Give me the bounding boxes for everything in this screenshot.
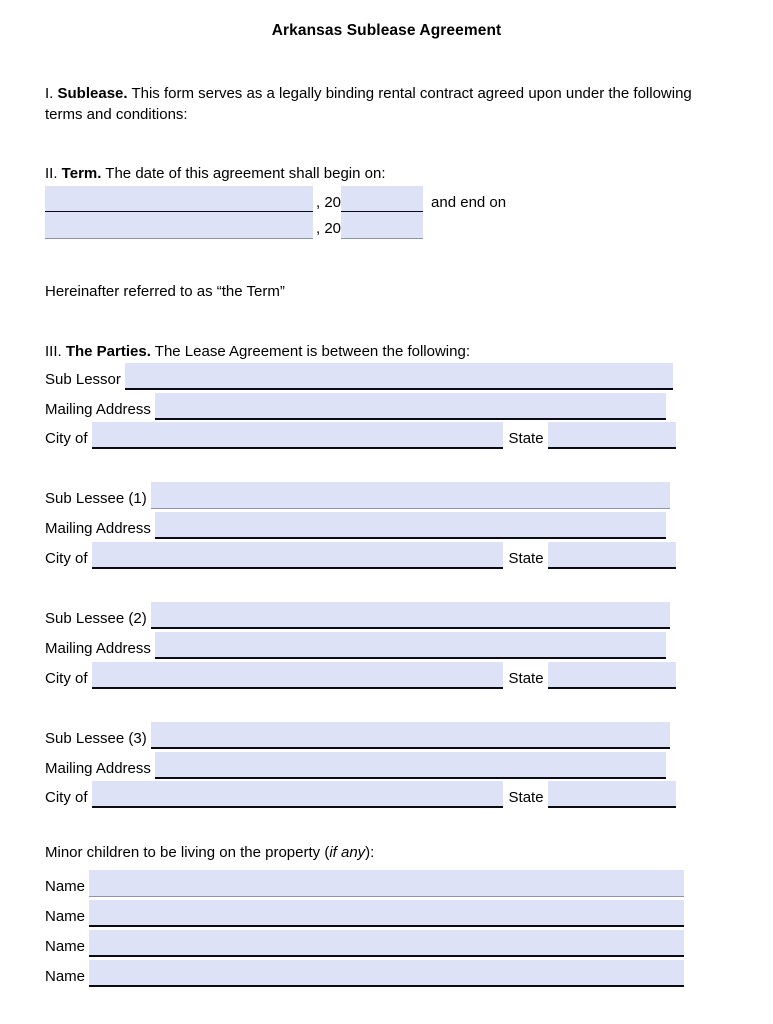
sub-lessee-2-mailing-address-label: Mailing Address (45, 639, 155, 659)
sub-lessee-1-city-field[interactable] (92, 542, 503, 569)
section-sublease-body: This form serves as a legally binding rental contract agreed upon under the following terms and conditions: (45, 85, 692, 123)
section-sublease-numeral: I. (45, 85, 58, 102)
term-end-year-prefix: , 20 (313, 219, 341, 239)
sub-lessee-2-state-label: State (503, 669, 548, 689)
sub-lessor-address-row (45, 392, 666, 420)
sub-lessor-mailing-address-label: Mailing Address (45, 400, 155, 420)
sub-lessee-2-label: Sub Lessee (2) (45, 609, 151, 629)
sub-lessee-3-address-row (45, 751, 666, 779)
minor-children-intro-italic: if any (329, 844, 366, 861)
term-connector-label: and end on (423, 193, 506, 213)
sub-lessee-1-state-label: State (503, 549, 548, 569)
sub-lessor-label: Sub Lessor (45, 370, 125, 390)
sub-lessee-3-address-field[interactable] (155, 752, 666, 779)
minor-name-row-1 (45, 869, 684, 897)
minor-name-field-4[interactable] (89, 960, 684, 987)
term-end-row (45, 211, 423, 239)
sub-lessee-1-name-row (45, 481, 670, 509)
section-term-paragraph (45, 163, 705, 184)
sub-lessor-address-field[interactable] (155, 393, 666, 420)
sub-lessee-3-name-field[interactable] (151, 722, 670, 749)
term-start-row (45, 185, 506, 213)
section-sublease-heading: Sublease. (57, 85, 128, 102)
sub-lessee-2-city-label: City of (45, 669, 92, 689)
sub-lessee-3-city-label: City of (45, 788, 92, 808)
sub-lessee-3-city-state-row (45, 780, 676, 808)
minor-name-row-4 (45, 959, 684, 987)
section-term-heading: Term. (61, 165, 102, 182)
minor-name-field-2[interactable] (89, 900, 684, 927)
sub-lessor-state-label: State (503, 429, 548, 449)
minor-name-row-2 (45, 899, 684, 927)
sub-lessee-3-state-label: State (503, 788, 548, 808)
sub-lessor-name-row (45, 362, 673, 390)
sub-lessor-city-label: City of (45, 429, 92, 449)
minor-name-field-3[interactable] (89, 930, 684, 957)
term-hereinafter-text: Hereinafter referred to as “the Term” (45, 283, 285, 300)
section-term-numeral: II. (45, 165, 62, 182)
sub-lessor-city-field[interactable] (92, 422, 503, 449)
term-start-date-field[interactable] (45, 186, 313, 213)
sub-lessee-3-state-field[interactable] (548, 781, 676, 808)
minor-name-row-3 (45, 929, 684, 957)
term-end-year-field[interactable] (341, 212, 423, 239)
minor-children-intro (45, 842, 705, 863)
sub-lessee-1-city-label: City of (45, 549, 92, 569)
minor-children-intro-end: ): (365, 844, 375, 861)
sub-lessee-1-name-field[interactable] (151, 482, 670, 509)
sub-lessee-3-mailing-address-label: Mailing Address (45, 759, 155, 779)
section-term-body: The date of this agreement shall begin on: (101, 165, 386, 182)
section-parties-body: The Lease Agreement is between the following: (150, 343, 470, 360)
sub-lessee-2-city-state-row (45, 661, 676, 689)
sub-lessee-3-name-row (45, 721, 670, 749)
sub-lessor-state-field[interactable] (548, 422, 676, 449)
sub-lessee-3-city-field[interactable] (92, 781, 503, 808)
sub-lessee-1-mailing-address-label: Mailing Address (45, 519, 155, 539)
sub-lessee-1-address-row (45, 511, 666, 539)
sub-lessor-city-state-row (45, 421, 676, 449)
sub-lessee-2-name-field[interactable] (151, 602, 670, 629)
page-title: Arkansas Sublease Agreement (271, 22, 502, 39)
sub-lessee-1-address-field[interactable] (155, 512, 666, 539)
minor-name-label-3: Name (45, 937, 89, 957)
sub-lessee-2-address-field[interactable] (155, 632, 666, 659)
minor-name-label-2: Name (45, 907, 89, 927)
sub-lessee-2-address-row (45, 631, 666, 659)
term-start-year-prefix: , 20 (313, 193, 341, 213)
minor-name-label-1: Name (45, 877, 89, 897)
section-parties-heading: The Parties. (65, 343, 151, 360)
section-parties-numeral: III. (45, 343, 66, 360)
term-end-date-field[interactable] (45, 212, 313, 239)
sub-lessee-2-name-row (45, 601, 670, 629)
sub-lessee-1-city-state-row (45, 541, 676, 569)
sub-lessee-2-state-field[interactable] (548, 662, 676, 689)
section-sublease-paragraph (45, 83, 705, 125)
sub-lessee-2-city-field[interactable] (92, 662, 503, 689)
minor-children-intro-plain: Minor children to be living on the property ( (45, 844, 330, 861)
term-start-year-field[interactable] (341, 186, 423, 213)
minor-name-field-1[interactable] (89, 870, 684, 897)
sub-lessee-1-label: Sub Lessee (1) (45, 489, 151, 509)
section-parties-paragraph (45, 341, 705, 362)
sub-lessor-name-field[interactable] (125, 363, 673, 390)
sub-lessee-3-label: Sub Lessee (3) (45, 729, 151, 749)
minor-name-label-4: Name (45, 967, 89, 987)
sub-lessee-1-state-field[interactable] (548, 542, 676, 569)
